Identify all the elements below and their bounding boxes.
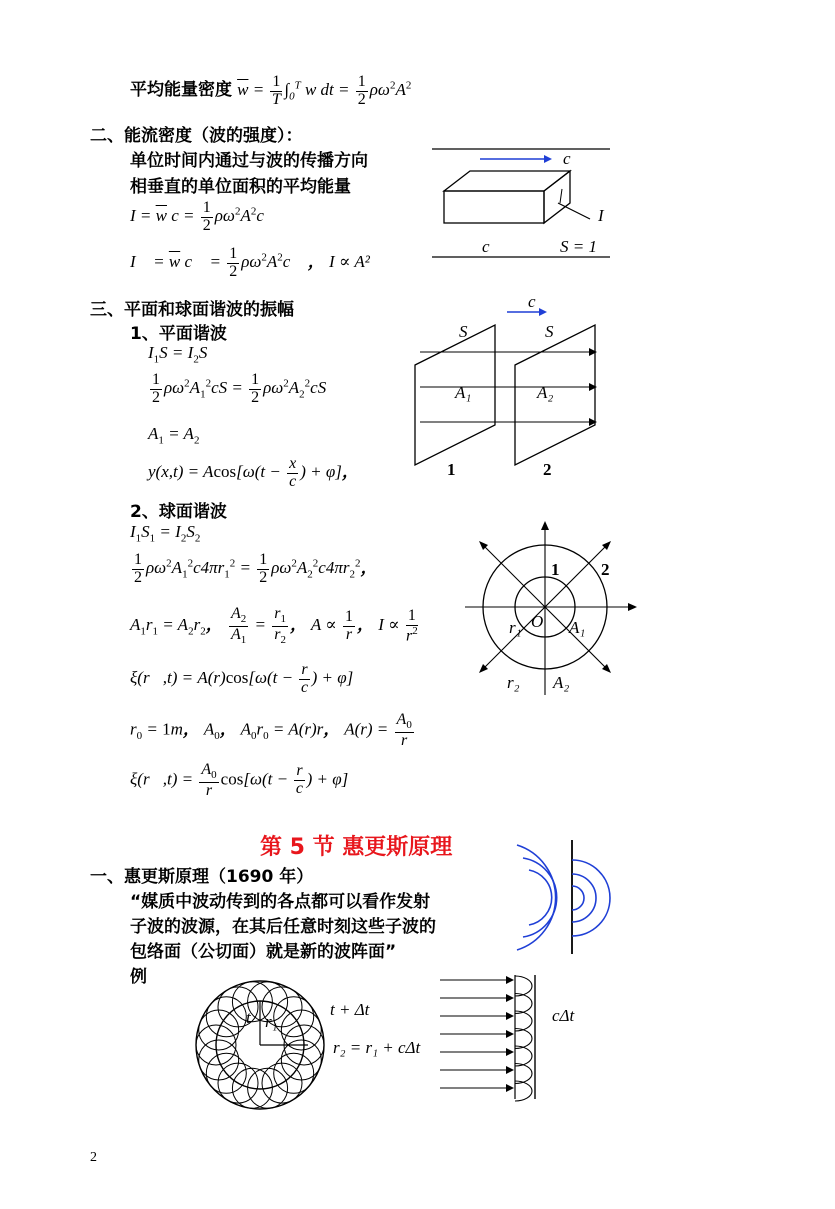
sphere-wave-function: ξ(r⃗,t) = A(r)cos[ω(t − $\frac{r}{c}$ ) + φ]: [130, 661, 354, 696]
huygens-heading: 一、惠更斯原理（1690 年）: [90, 867, 314, 887]
plane-A2-label: A₂: [537, 383, 554, 402]
section-2-desc-line2: 相垂直的单位面积的平均能量: [130, 177, 351, 197]
plane-arrow-head: [506, 976, 514, 984]
comma: ，: [360, 558, 378, 579]
sphere-A2-label: A₂: [553, 673, 570, 692]
plane-wavelet-arc: [515, 1064, 532, 1084]
sphere-reference-amplitude: $r_0 = 1m$， $A_0$， $A_0r_0 = A(r)r$， A(r) = $\frac{A_0}{r}$: [130, 711, 412, 749]
sphere-label-1: 1: [551, 560, 560, 579]
plane-energy-equation: $\frac{1}{2}$ $\rho\omega^2A_1^2cS$ = $\frac{1}{2}$ $\rho\omega^2A_2^2cS$: [152, 371, 327, 406]
plane-arrow-head: [506, 1012, 514, 1020]
sphere-label-2: 2: [601, 560, 610, 579]
plane-arrow-head: [506, 994, 514, 1002]
avg-energy-density-formula: $\overline{w}$ = $\frac{1}{T}$ $\int_0^T$ w dt = $\frac{1}{2}$ $\rho\omega^2A^2$: [237, 73, 412, 108]
plane-wavelet-arc: [515, 1046, 532, 1066]
plane-A1-label: A₁: [455, 383, 472, 402]
comma: ，: [323, 719, 341, 740]
huygens-c-dt-label: cΔt: [552, 1006, 575, 1025]
plane-wave-heading: 1、平面谐波: [130, 324, 227, 344]
plane-wave-diagram: [415, 292, 615, 485]
plane-S1-label: S: [459, 322, 468, 341]
comma: ，: [356, 615, 374, 636]
huygens-r1-label: r₁: [265, 1012, 278, 1031]
comma: ，: [341, 462, 359, 483]
huygens-quote-line2: 子波的波源，在其后任意时刻这些子波的: [130, 917, 436, 937]
plane-flux-equation: $I_1S = I_2S$: [148, 343, 208, 366]
comma: ，: [289, 615, 307, 636]
page-number: 2: [90, 1150, 97, 1165]
comma: ，: [307, 252, 325, 273]
spherical-wave-diagram: [465, 515, 640, 700]
huygens-quote-line3: 包络面（公切面）就是新的波阵面”: [130, 942, 397, 962]
plane-arrow-head: [506, 1066, 514, 1074]
plane-huygens-wavelets: [515, 976, 532, 1101]
energy-flux-box-diagram: [430, 145, 615, 265]
box-c-bottom-label: c: [482, 237, 490, 256]
plane-wave-function: y(x,t) = Acos[ω(t − $\frac{x}{c}$ ) + φ]，: [148, 455, 359, 490]
intensity-proportionality: I ∝ A²: [329, 252, 370, 272]
comma: ，: [205, 615, 223, 636]
huygens-t-dt-label: t + Δt: [330, 1000, 370, 1019]
plane-c-label: c: [528, 292, 536, 311]
intensity-formula-scalar: $I = \overline{w}$ c = $\frac{1}{2}$ $\rho\omega^2A^2c$: [130, 199, 264, 234]
section-2-heading: 二、能流密度（波的强度）：: [90, 126, 303, 146]
section-2-desc-line1: 单位时间内通过与波的传播方向: [130, 151, 368, 171]
intensity-formula-vector: I⃗ = $\overline{w}$ c⃗ = $\frac{1}{2}$ $\rho\omega^2A^2c⃗$ ， I ∝ A²: [130, 245, 370, 280]
plane-arrow-head: [506, 1030, 514, 1038]
sphere-flux-equation: $I_1S_1 = I_2S_2$: [130, 522, 201, 545]
example-label: 例: [130, 967, 147, 987]
plane-label-2: 2: [543, 460, 552, 479]
plane-wavelet-arc: [515, 1029, 532, 1049]
sphere-r1-label: r₁: [509, 618, 522, 637]
section-5-title: 第 5 节 惠更斯原理: [260, 835, 453, 860]
sphere-O-label: O: [531, 612, 544, 631]
sphere-energy-equation: $\frac{1}{2}$ $\rho\omega^2A_1^2c4\pi r_1^2$ = $\frac{1}{2}$ $\rho\omega^2A_2^2c4\pi r_2^2$，: [134, 551, 378, 586]
huygens-quote-line1: “媒质中波动传到的各点都可以看作发射: [130, 892, 431, 912]
section-3-heading: 三、平面和球面谐波的振幅: [90, 300, 294, 320]
box-c-top-label: c: [563, 149, 571, 168]
huygens-annotations: [325, 995, 440, 1065]
spherical-wave-heading: 2、球面谐波: [130, 502, 227, 522]
huygens-arc-diagram: [515, 840, 625, 955]
huygens-r2-eq-label: r₂ = r₁ + cΔt: [333, 1038, 421, 1057]
plane-wavelet-arc: [515, 1081, 532, 1101]
plane-wavelet-arc: [515, 994, 532, 1014]
plane-arrow-head: [506, 1048, 514, 1056]
sphere-r2-label: r₂: [507, 673, 520, 692]
box-I-label: I: [598, 206, 604, 225]
huygens-circle-diagram: [190, 975, 330, 1115]
plane-wavelet-arc: [515, 1011, 532, 1031]
comma: ，: [182, 719, 200, 740]
plane-huygens-arrows: [440, 976, 514, 1092]
plane-S2-label: S: [545, 322, 554, 341]
sphere-A1-label: A₁: [569, 618, 586, 637]
sphere-wave-function-final: ξ(r⃗,t) = $\frac{A_0}{r}$ cos[ω(t − $\frac{r}{c}$ ) + φ]: [130, 761, 349, 799]
plane-wavelet-arc: [515, 976, 532, 996]
plane-label-1: 1: [447, 460, 456, 479]
huygens-t-label: t: [246, 1008, 251, 1027]
plane-amplitude-equal: $A_1 = A_2$: [148, 424, 200, 447]
box-S-label: S = 1: [560, 237, 597, 256]
plane-arrow-head: [506, 1084, 514, 1092]
avg-energy-density-line: [130, 74, 411, 109]
comma: ，: [219, 719, 237, 740]
sphere-amplitude-relations: $A_1r_1 = A_2r_2$， $\frac{A_2}{A_1}$ = $\frac{r_1}{r_2}$ ， A ∝ $\frac{1}{r}$ ， I ∝ $\frac{1}{r^2}$: [130, 605, 418, 646]
avg-energy-density-label: 平均能量密度: [130, 80, 232, 101]
plane-huygens-diagram: [440, 972, 600, 1102]
